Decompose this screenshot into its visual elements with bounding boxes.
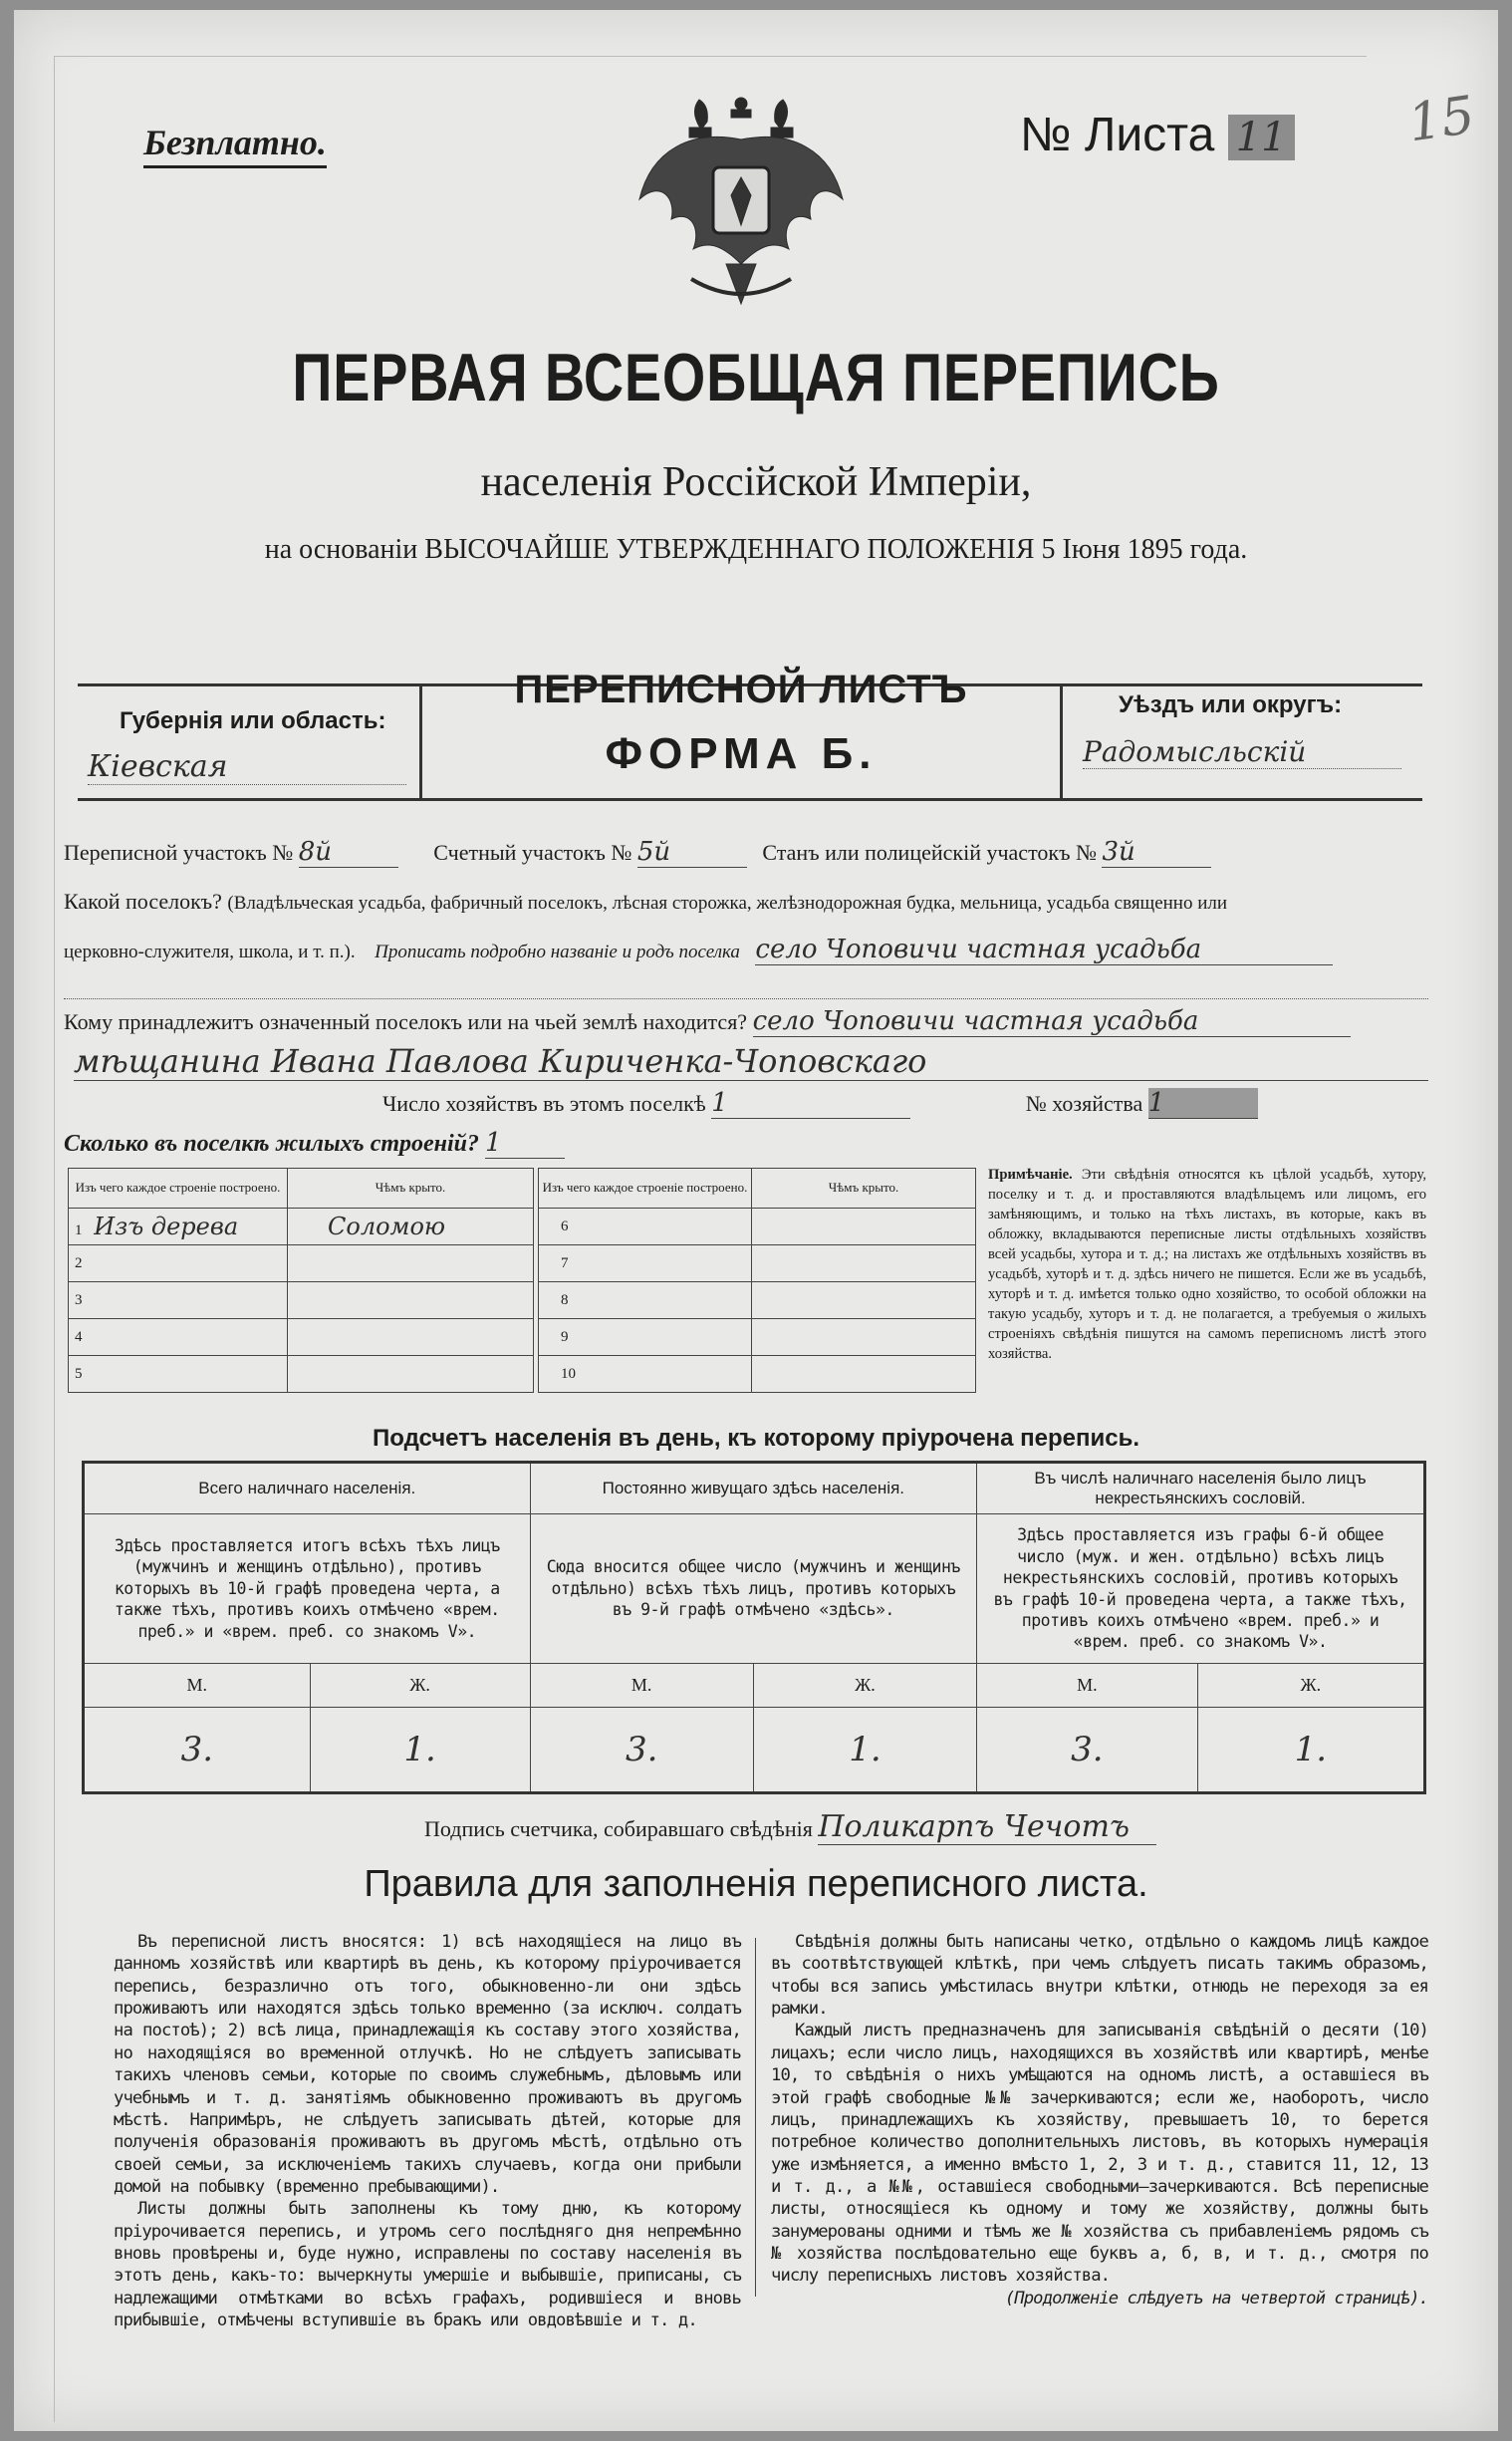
census-district-label: Переписной участокъ № xyxy=(64,840,294,865)
population-heading: Подсчетъ населенія въ день, къ которому пріурочена перепись. xyxy=(373,1425,1139,1452)
row-number: 9 xyxy=(539,1319,752,1356)
note-block xyxy=(988,1166,1426,1365)
table-row xyxy=(69,1356,534,1393)
note-label: Примѣчаніе. xyxy=(988,1167,1073,1183)
female-label: Ж. xyxy=(310,1664,530,1708)
column-divider xyxy=(755,1938,756,2297)
sheet-number xyxy=(1020,108,1295,162)
male-label: М. xyxy=(84,1664,311,1708)
row-number: 8 xyxy=(539,1282,752,1319)
free-label: Безплатно. xyxy=(143,122,327,168)
table-row xyxy=(69,1209,534,1245)
count-district-value: 5й xyxy=(637,837,747,868)
settlement-hint-2: церковно-служителя, школа, и т. п.). xyxy=(64,942,356,962)
rules-paragraph: Листы должны быть заполнены къ тому дню, къ которому пріурочивается перепись, и утромъ сего послѣдняго дня непремѣнно вновь провѣрены и, буде нужно, исправлены по составу населенія въ этотъ день, какъ-то: вычеркнуты умершіе и выбывшіе, приписаны, съ надлежащими отмѣтками во всѣхъ графахъ, родившіеся и вновь прибывшіе, отмѣчены вступившіе въ бракъ или овдовѣвшіе и т. д. xyxy=(114,2199,741,2331)
police-district-label: Станъ или полицейскій участокъ № xyxy=(762,840,1097,865)
signature-label: Подпись счетчика, собиравшаго свѣдѣнія xyxy=(424,1816,813,1841)
settlement-line xyxy=(64,889,1458,915)
rules-right-column xyxy=(771,1931,1428,2309)
form-title: ПЕРЕПИСНОЙ ЛИСТЪ xyxy=(514,668,968,711)
county-label: Уѣздъ или округъ: xyxy=(1119,691,1343,718)
table-row xyxy=(539,1356,976,1393)
male-label: М. xyxy=(530,1664,753,1708)
signature-line xyxy=(424,1809,1156,1845)
row-roof xyxy=(752,1282,976,1319)
col-total-desc: Здѣсь проставляется итогъ всѣхъ тѣхъ лицъ (мужчинъ и женщинъ отдѣльно), противъ которыхъ въ 10-й графѣ проведена черта, а также тѣхъ, противъ коихъ отмѣчено «врем. преб.» и «врем. преб. со знакомъ V». xyxy=(84,1514,531,1664)
row-roof: Соломою xyxy=(288,1209,534,1245)
margin-page-number: 15 xyxy=(1404,85,1479,154)
buildings-table-right xyxy=(538,1168,976,1393)
permanent-male-value: 3. xyxy=(530,1708,753,1793)
page-title: ПЕРВАЯ ВСЕОБЩАЯ ПЕРЕПИСЬ xyxy=(292,340,1220,415)
county-value: Радомысльскій xyxy=(1083,735,1401,769)
row-number: 5 xyxy=(75,1365,83,1382)
census-district-value: 8й xyxy=(299,837,398,868)
col-roof-header: Чѣмъ крыто. xyxy=(752,1169,976,1209)
household-no-value: 1 xyxy=(1148,1088,1258,1119)
table-row xyxy=(69,1319,534,1356)
row-number: 7 xyxy=(539,1245,752,1282)
col-permanent-desc: Сюда вносится общее число (мужчинъ и женщинъ отдѣльно) всѣхъ тѣхъ лицъ, противъ которыхъ въ 9-й графѣ отмѣчено «здѣсь». xyxy=(530,1514,977,1664)
rules-paragraph: Въ переписной листъ вносятся: 1) всѣ находящіеся на лицо въ данномъ хозяйствѣ или квартирѣ въ день, къ которому пріурочивается перепись, безразлично отъ того, обыкновенно-ли они здѣсь проживаютъ или находятся здѣсь только временно (за исключ. солдатъ на постоѣ); 2) всѣ лица, принадлежащія къ составу этого хозяйства, но находящіяся во временной отлучкѣ. Но не слѣдуетъ записывать такихъ членовъ семьи, которые по своимъ служебнымъ, дѣловымъ или учебнымъ и т. д. занятіямъ обыкновенно проживаютъ въ другомъ мѣстѣ. Напримѣръ, не слѣдуетъ записывать дѣтей, которые для полученія образованія проживаютъ въ другомъ мѣстѣ, отдѣльно отъ своей семьи, за исключеніемъ такихъ случаевъ, когда они прибыли домой на побывку (временно пребывающими). xyxy=(114,1932,741,2197)
owner-line xyxy=(64,1006,1458,1037)
buildings-line xyxy=(64,1128,565,1159)
legal-basis: на основаніи ВЫСОЧАЙШЕ УТВЕРЖДЕННАГО ПОЛОЖЕНІЯ 5 Іюня 1895 года. xyxy=(264,534,1248,565)
settlement-hint: (Владѣльческая усадьба, фабричный поселокъ, лѣсная сторожка, желѣзнодорожная будка, мельница, усадьба священно или xyxy=(227,893,1228,914)
page-subtitle: населенія Россійской Имперіи, xyxy=(480,459,1032,505)
buildings-table-left xyxy=(68,1168,534,1393)
table-row xyxy=(539,1245,976,1282)
col-permanent-header: Постоянно живущаго здѣсь населенія. xyxy=(530,1463,977,1514)
table-row xyxy=(539,1282,976,1319)
row-material: Изъ дерева xyxy=(94,1213,239,1240)
rules-paragraph: Свѣдѣнія должны быть написаны четко, отдѣльно о каждомъ лицѣ каждое въ соотвѣтствующей клѣткѣ, при чемъ слѣдуетъ писать такимъ образомъ, чтобы вся запись умѣстилась внутри клѣтки, отнюдь не переходя за ея рамки. xyxy=(771,1932,1428,2020)
row-roof xyxy=(288,1356,534,1393)
district-line xyxy=(64,837,1211,868)
female-label: Ж. xyxy=(1197,1664,1424,1708)
col-material-header: Изъ чего каждое строеніе построено. xyxy=(539,1169,752,1209)
col-total-header: Всего наличнаго населенія. xyxy=(84,1463,531,1514)
col-non-peasant-desc: Здѣсь проставляется изъ графы 6-й общее число (муж. и жен. отдѣльно) всѣхъ лицъ некрестьянскихъ сословій, противъ которыхъ въ графѣ 10-й проведена черта, а также тѣхъ, противъ коихъ отмѣчено «врем. преб.» и «врем. преб. со знакомъ V». xyxy=(977,1514,1425,1664)
households-value: 1 xyxy=(711,1088,910,1119)
row-roof xyxy=(752,1319,976,1356)
province-value: Кіевская xyxy=(88,749,406,785)
population-table xyxy=(82,1461,1426,1794)
total-male-value: 3. xyxy=(84,1708,311,1793)
non-peasant-female-value: 1. xyxy=(1197,1708,1424,1793)
household-no-label: № хозяйства xyxy=(1025,1091,1143,1116)
female-label: Ж. xyxy=(753,1664,976,1708)
households-label: Число хозяйствъ въ этомъ поселкѣ xyxy=(382,1091,706,1116)
sheet-number-label: № Листа xyxy=(1020,109,1215,161)
census-form-page xyxy=(14,10,1498,2431)
row-roof xyxy=(752,1209,976,1245)
buildings-label: Сколько въ поселкѣ жилыхъ строеній? xyxy=(64,1131,479,1157)
count-district-label: Счетный участокъ № xyxy=(433,840,632,865)
settlement-value: село Чоповичи частная усадьба xyxy=(755,935,1333,965)
continued-note: (Продолженіе слѣдуетъ на четвертой страницѣ). xyxy=(1004,2288,1428,2308)
households-line xyxy=(382,1088,1258,1119)
signature-value: Поликарпъ Чечотъ xyxy=(818,1809,1156,1845)
rules-paragraph: Каждый листъ предназначенъ для записыванія свѣдѣній о десяти (10) лицахъ; если число лицъ, находящихся въ хозяйствѣ или квартирѣ, менѣе 10, то свѣдѣнія о нихъ умѣщаются на одномъ листѣ, а оставшіеся въ этой графѣ свободные №№ зачеркиваются; если же, наоборотъ, число лицъ, принадлежащихъ къ хозяйству, превышаетъ 10, то берется потребное количество дополнительныхъ листовъ, въ которыхъ нумерація уже измѣняется, а именно вмѣсто 1, 2, 3 и т. д., ставится 11, 12, 13 и т. д., а №№, оставшіеся свободными—зачеркиваются. Всѣ переписные листы, относящіеся къ одному и тому же хозяйству, должны быть занумерованы одними и тѣмъ же № хозяйства съ прибавленіемъ рядомъ съ № хозяйства послѣдовательно еще буквъ а, б, в, и т. д., смотря по числу переписныхъ листовъ хозяйства. xyxy=(771,2021,1428,2287)
double-headed-eagle-emblem xyxy=(631,90,851,329)
col-roof-header: Чѣмъ крыто. xyxy=(288,1169,534,1209)
col-material-header: Изъ чего каждое строеніе построено. xyxy=(69,1169,288,1209)
buildings-value: 1 xyxy=(485,1128,565,1159)
rules-left-column xyxy=(114,1931,741,2331)
rules-title: Правила для заполненія переписного листа. xyxy=(364,1863,1148,1905)
male-label: М. xyxy=(977,1664,1198,1708)
table-row xyxy=(539,1209,976,1245)
police-district-value: 3й xyxy=(1102,837,1211,868)
row-number: 10 xyxy=(539,1356,752,1393)
table-row xyxy=(69,1245,534,1282)
row-roof xyxy=(288,1282,534,1319)
permanent-female-value: 1. xyxy=(753,1708,976,1793)
owner-value-2: мѣщанина Ивана Павлова Кириченка-Чоповскаго xyxy=(74,1042,1428,1081)
settlement-label: Какой поселокъ? xyxy=(64,889,222,914)
form-name: ФОРМА Б. xyxy=(605,729,878,778)
total-female-value: 1. xyxy=(310,1708,530,1793)
province-box xyxy=(78,683,422,801)
row-number: 3 xyxy=(75,1291,83,1308)
table-row xyxy=(539,1319,976,1356)
row-roof xyxy=(288,1319,534,1356)
owner-label: Кому принадлежитъ означенный поселокъ или на чьей землѣ находится? xyxy=(64,1009,748,1034)
non-peasant-male-value: 3. xyxy=(977,1708,1198,1793)
row-number: 6 xyxy=(539,1209,752,1245)
county-box xyxy=(1060,683,1422,801)
owner-value-1: село Чоповичи частная усадьба xyxy=(753,1006,1351,1037)
row-number: 4 xyxy=(75,1328,83,1345)
settlement-hint-3: Прописать подробно названіе и родъ поселка xyxy=(375,942,740,962)
note-text: Эти свѣдѣнія относятся къ цѣлой усадьбѣ, хутору, поселку и т. д. и проставляются владѣльцемъ или лицомъ, его замѣняющимъ, и только на тѣхъ листахъ, въ которые, какъ въ обложку, вкладываются переписные листы отдѣльныхъ хозяйствъ всей усадьбы, хутора и т. д.; на листахъ же отдѣльныхъ хозяйствъ въ усадьбѣ, хуторѣ и т. д. здѣсь ничего не пишется. Если же въ усадьбѣ, хуторѣ и т. д. имѣется только одно хозяйство, то особой обложки на такую усадьбу, хуторъ и т. д. не полагается, а требуемыя о жилыхъ строеніяхъ свѣдѣнія пишутся на самомъ переписномъ листѣ этого хозяйства. xyxy=(988,1167,1426,1362)
blank-line xyxy=(64,998,1428,999)
row-roof xyxy=(752,1356,976,1393)
province-label: Губернія или область: xyxy=(120,707,386,734)
row-roof xyxy=(288,1245,534,1282)
settlement-line-2 xyxy=(64,935,1458,965)
row-number: 2 xyxy=(75,1254,83,1271)
sheet-number-value: 11 xyxy=(1228,115,1295,160)
table-row xyxy=(69,1282,534,1319)
col-non-peasant-header: Въ числѣ наличнаго населенія было лицъ некрестьянскихъ сословій. xyxy=(977,1463,1425,1514)
row-roof xyxy=(752,1245,976,1282)
row-number: 1 xyxy=(75,1222,83,1238)
